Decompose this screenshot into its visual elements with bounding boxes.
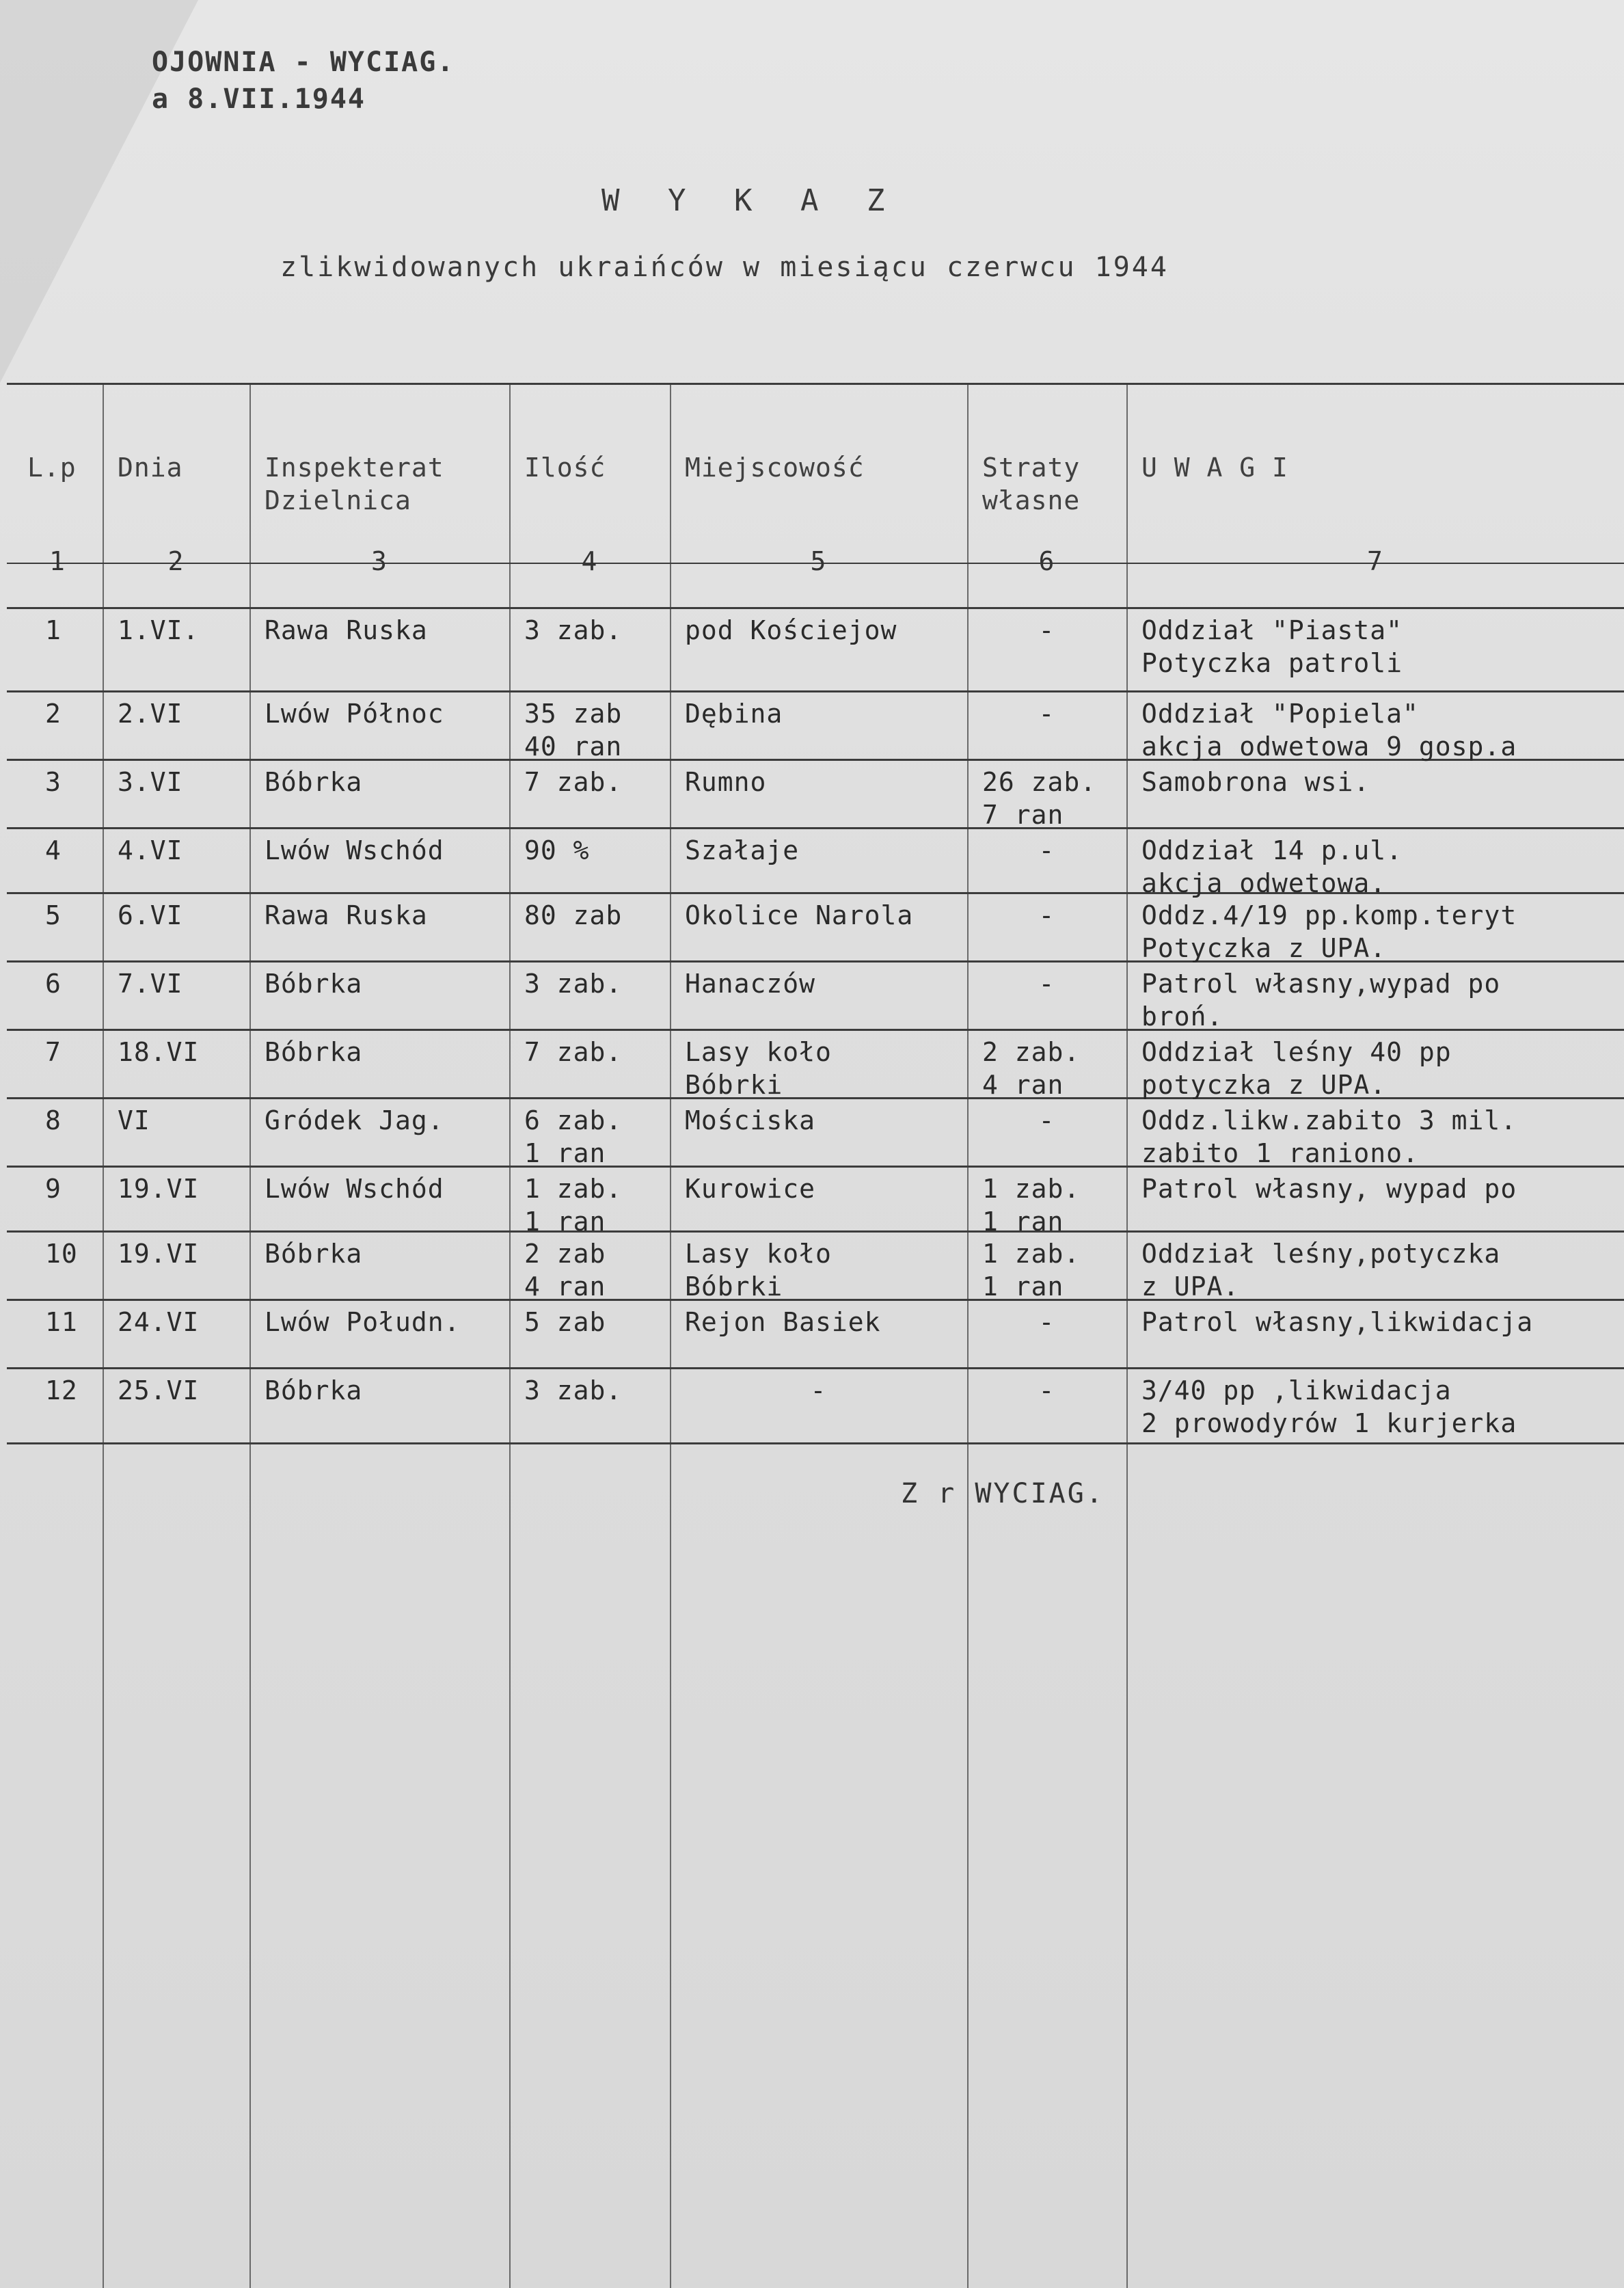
column-header: L.p	[27, 453, 77, 483]
table-cell: 7	[45, 1037, 62, 1067]
table-cell: -	[1038, 1307, 1055, 1337]
row-remarks: Patrol własny,wypad po broń.	[1141, 969, 1501, 1032]
table-cell: Lwów Połudn.	[265, 1307, 461, 1337]
table-cell: 12	[45, 1375, 78, 1405]
table-cell: Okolice Narola	[685, 900, 914, 930]
table-cell: Hanaczów	[685, 969, 816, 999]
table-cell: 10	[45, 1239, 78, 1269]
table-cell: 11	[45, 1307, 78, 1337]
row-divider	[7, 690, 1624, 692]
row-remarks: Patrol własny,likwidacja	[1141, 1307, 1534, 1337]
table-top-rule	[7, 383, 1624, 385]
table-cell: Gródek Jag.	[265, 1105, 444, 1135]
table-cell: Szałaje	[685, 835, 800, 865]
table-cell: 2 zab. 4 ran	[982, 1037, 1081, 1100]
column-divider	[967, 383, 969, 2288]
row-remarks: 3/40 pp ,likwidacja 2 prowodyrów 1 kurjerka	[1141, 1375, 1517, 1438]
row-divider	[7, 827, 1624, 829]
table-cell: 3	[45, 767, 62, 797]
table-cell: -	[1038, 1375, 1055, 1405]
table-cell: Bóbrka	[265, 1375, 363, 1405]
column-number: 4	[581, 546, 598, 576]
table-cell: -	[810, 1375, 827, 1405]
document-subtitle: zlikwidowanych ukraińców w miesiącu czerwcu 1944	[280, 252, 1169, 283]
table-cell: Rawa Ruska	[265, 615, 428, 645]
table-cell: 2 zab 4 ran	[524, 1239, 606, 1302]
table-cell: 7 zab.	[524, 767, 623, 797]
table-cell: 6.VI	[118, 900, 183, 930]
column-header: Ilość	[524, 453, 606, 483]
table-cell: 19.VI	[118, 1239, 200, 1269]
table-cell: Rumno	[685, 767, 767, 797]
table-cell: 18.VI	[118, 1037, 200, 1067]
table-cell: 3 zab.	[524, 1375, 623, 1405]
table-cell: -	[1038, 1105, 1055, 1135]
table-cell: 19.VI	[118, 1174, 200, 1204]
row-remarks: Oddz.4/19 pp.komp.teryt Potyczka z UPA.	[1141, 900, 1517, 963]
row-remarks: Oddział "Popiela" akcja odwetowa 9 gosp.a	[1141, 699, 1517, 762]
table-cell: 1.VI.	[118, 615, 200, 645]
table-cell: 24.VI	[118, 1307, 200, 1337]
table-cell: -	[1038, 900, 1055, 930]
column-divider	[103, 383, 104, 2288]
row-remarks: Oddział "Piasta" Potyczka patroli	[1141, 615, 1403, 678]
column-header: U W A G I	[1141, 453, 1288, 483]
table-cell: 2	[45, 699, 62, 729]
table-cell: -	[1038, 969, 1055, 999]
table-cell: 4.VI	[118, 835, 183, 865]
table-cell: Bóbrka	[265, 767, 363, 797]
header-bottom-rule	[7, 607, 1624, 609]
column-divider	[249, 383, 251, 2288]
table-cell: 7.VI	[118, 969, 183, 999]
table-cell: 4	[45, 835, 62, 865]
column-header: Miejscowość	[685, 453, 865, 483]
table-cell: Lasy koło Bóbrki	[685, 1239, 832, 1302]
table-cell: Rawa Ruska	[265, 900, 428, 930]
table-cell: Lwów Północ	[265, 699, 444, 729]
table-cell: 90 %	[524, 835, 590, 865]
table-cell: 6	[45, 969, 62, 999]
row-remarks: Patrol własny, wypad po	[1141, 1174, 1517, 1204]
table-cell: pod Kościejow	[685, 615, 897, 645]
table-cell: 80 zab	[524, 900, 623, 930]
table-cell: 25.VI	[118, 1375, 200, 1405]
table-cell: 5 zab	[524, 1307, 606, 1337]
table-cell: Bóbrka	[265, 969, 363, 999]
column-number: 6	[1038, 546, 1055, 576]
table-cell: -	[1038, 835, 1055, 865]
column-header: Straty własne	[982, 453, 1081, 515]
table-cell: Bóbrka	[265, 1239, 363, 1269]
table-cell: 8	[45, 1105, 62, 1135]
table-cell: Dębina	[685, 699, 783, 729]
table-cell: 3 zab.	[524, 969, 623, 999]
table-cell: 1 zab. 1 ran	[982, 1239, 1081, 1302]
table-cell: 3.VI	[118, 767, 183, 797]
table-cell: 1 zab. 1 ran	[982, 1174, 1081, 1237]
table-cell: 9	[45, 1174, 62, 1204]
table-cell: 1	[45, 615, 62, 645]
document-title: W Y K A Z	[601, 183, 900, 218]
table-cell: Mościska	[685, 1105, 816, 1135]
column-divider	[1126, 383, 1128, 2288]
table-cell: 1 zab. 1 ran	[524, 1174, 623, 1237]
column-number: 3	[371, 546, 388, 576]
column-number: 5	[810, 546, 827, 576]
row-divider	[7, 1230, 1624, 1233]
header-line-2: a 8.VII.1944	[152, 83, 366, 115]
table-cell: Lwów Wschód	[265, 835, 444, 865]
column-number: 7	[1367, 546, 1383, 576]
table-cell: 6 zab. 1 ran	[524, 1105, 623, 1168]
table-cell: -	[1038, 699, 1055, 729]
table-cell: 35 zab 40 ran	[524, 699, 623, 762]
row-remarks: Oddział 14 p.ul. akcja odwetowa.	[1141, 835, 1403, 898]
row-remarks: Oddział leśny,potyczka z UPA.	[1141, 1239, 1501, 1302]
table-cell: 2.VI	[118, 699, 183, 729]
footer-note: Z r WYCIAG.	[901, 1478, 1105, 1509]
table-cell: 5	[45, 900, 62, 930]
row-remarks: Oddz.likw.zabito 3 mil. zabito 1 raniono.	[1141, 1105, 1517, 1168]
table-cell: Lasy koło Bóbrki	[685, 1037, 832, 1100]
table-cell: -	[1038, 615, 1055, 645]
row-remarks: Samobrona wsi.	[1141, 767, 1370, 797]
table-cell: Kurowice	[685, 1174, 816, 1204]
column-number: 1	[49, 546, 66, 576]
column-header: Dnia	[118, 453, 183, 483]
table-cell: 26 zab. 7 ran	[982, 767, 1097, 830]
table-cell: Rejon Basiek	[685, 1307, 881, 1337]
table-cell: 7 zab.	[524, 1037, 623, 1067]
table-cell: Bóbrka	[265, 1037, 363, 1067]
table-cell: VI	[118, 1105, 150, 1135]
column-divider	[670, 383, 671, 2288]
table-cell: Lwów Wschód	[265, 1174, 444, 1204]
row-divider	[7, 1367, 1624, 1369]
table-cell: 3 zab.	[524, 615, 623, 645]
row-divider	[7, 1442, 1624, 1444]
header-line-1: OJOWNIA - WYCIAG.	[152, 46, 455, 78]
column-header: Inspekterat Dzielnica	[265, 453, 444, 515]
column-divider	[509, 383, 511, 2288]
column-number: 2	[167, 546, 185, 576]
row-remarks: Oddział leśny 40 pp potyczka z UPA.	[1141, 1037, 1452, 1100]
